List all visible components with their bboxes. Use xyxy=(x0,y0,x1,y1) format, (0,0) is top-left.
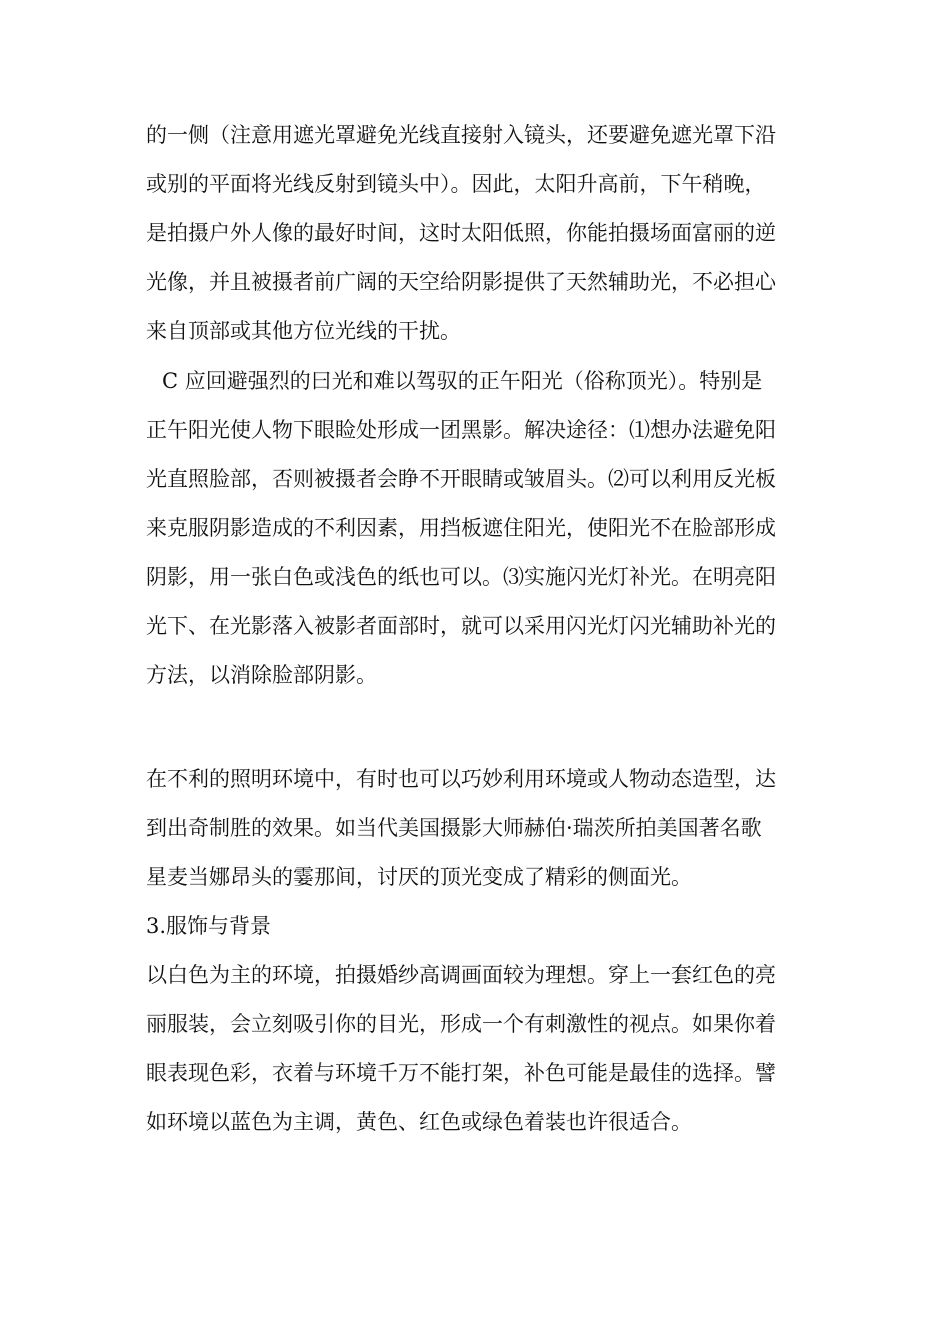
paragraph-clothing-background xyxy=(146,951,816,1147)
text-line: 眼表现色彩，衣着与环境千万不能打架，补色可能是最佳的选择。譬 xyxy=(146,1061,776,1085)
heading-text: 3.服饰与背景 xyxy=(146,914,272,938)
text-line: 或别的平面将光线反射到镜头中）。因此，太阳升高前，下午稍晚， xyxy=(146,172,766,196)
text-line: 在不利的照明环境中，有时也可以巧妙利用环境或人物动态造型，达 xyxy=(146,767,776,791)
section-heading xyxy=(146,902,816,951)
text-line: 如环境以蓝色为主调，黄色、红色或绿色着装也许很适合。 xyxy=(146,1110,692,1134)
paragraph-noon-sunlight xyxy=(146,357,816,700)
text-line: 方法，以消除脸部阴影。 xyxy=(146,663,377,687)
text-line: 正午阳光使人物下眼睑处形成一团黑影。解决途径：⑴想办法避免阳 xyxy=(146,418,776,442)
text-line: 星麦当娜昂头的霎那间，讨厌的顶光变成了精彩的侧面光。 xyxy=(146,865,692,889)
text-line: 是拍摄户外人像的最好时间，这时太阳低照，你能拍摄场面富丽的逆 xyxy=(146,221,776,245)
text-line: 来克服阴影造成的不利因素，用挡板遮住阳光，使阳光不在脸部形成 xyxy=(146,516,776,540)
text-line-content: C 应回避强烈的曰光和难以驾驭的正午阳光（俗称顶光）。特别是 xyxy=(162,369,763,393)
text-line: 光直照脸部，否则被摄者会睁不开眼睛或皱眉头。⑵可以利用反光板 xyxy=(146,467,776,491)
text-line: 来自顶部或其他方位光线的干扰。 xyxy=(146,319,461,343)
text-line: 到出奇制胜的效果。如当代美国摄影大师赫伯·瑞茨所拍美国著名歌 xyxy=(146,816,762,840)
text-line: 阴影，用一张白色或浅色的纸也可以。⑶实施闪光灯补光。在明亮阳 xyxy=(146,565,776,589)
text-line: 光像，并且被摄者前广阔的天空给阴影提供了天然辅助光，不必担心 xyxy=(146,270,776,294)
text-line: 的一侧（注意用遮光罩避免光线直接射入镜头，还要避免遮光罩下沿 xyxy=(146,123,776,147)
text-line: 以白色为主的环境，拍摄婚纱高调画面较为理想。穿上一套红色的亮 xyxy=(146,963,776,987)
paragraph-creative-lighting xyxy=(146,755,816,902)
text-line: 丽服装，会立刻吸引你的目光，形成一个有刺激性的视点。如果你着 xyxy=(146,1012,776,1036)
paragraph-backlight-timing xyxy=(146,111,816,356)
text-line xyxy=(146,357,816,406)
text-line: 光下、在光影落入被影者面部时，就可以采用闪光灯闪光辅助补光的 xyxy=(146,614,776,638)
